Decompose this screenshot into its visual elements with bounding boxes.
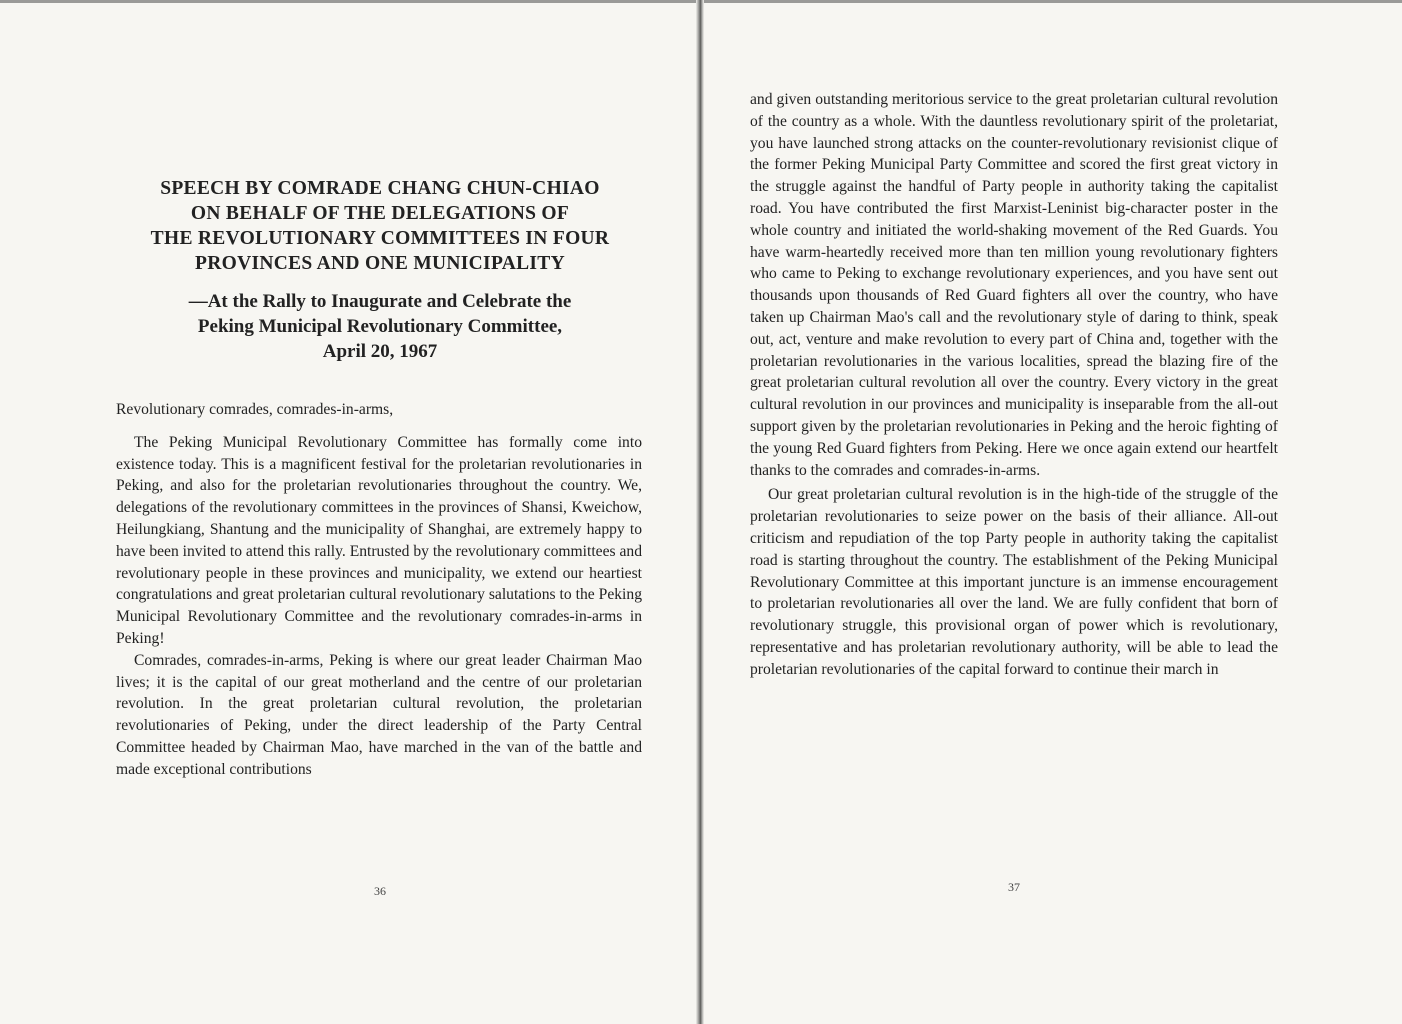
title-line: ON BEHALF OF THE DELEGATIONS OF (190, 203, 570, 224)
body-paragraph: Our great proletarian cultural revolution is in the high-tide of the struggle of the proletarian revolutionaries to seize power on the basis of their alliance. All-out criticism and repudiation of the top Party people in authority taking the capitalist road is starting throughout the country. The establishment of the Peking Municipal Revolutionary Committee at this important juncture is an immense encouragement to proletarian revolutionaries all over the land. We are fully confident that born of revolutionary struggle, this provisional organ of power which is revolutionary, representative and has proletarian revolutionary authority, will be able to lead the proletarian revolutionaries of the capital forward to continue their march in (750, 486, 1278, 678)
page-number: 37 (1008, 880, 1020, 894)
speech-subtitle (110, 289, 650, 364)
body-paragraph: Comrades, comrades-in-arms, Peking is where our great leader Chairman Mao lives; it is the capital of our great motherland and the centre of our proletarian revolution. In the great proletarian cultural revolution, the proletarian revolutionaries of Peking, under the direct leadership of the Party Central Committee headed by Chairman Mao, have marched in the van of the battle and made exceptional contributions (116, 651, 642, 778)
body-paragraph: and given outstanding meritorious service to the great proletarian cultural revolution of the country as a whole. With the dauntless revolutionary spirit of the proletariat, you have launched strong attacks on the counter-revolutionary revisionist clique of the former Peking Municipal Party Committee and scored the first great victory in the struggle against the handful of Party people in authority taking the capitalist road. You have contributed the first Marxist-Leninist big-character poster in the whole country and initiated the world-shaking movement of the Red Guards. You have warm-heartedly received more than ten million young revolutionary fighters who came to Peking to exchange revolutionary experiences, and you have sent out thousands upon thousands of Red Guard fighters all over the country, who have taken up Chairman Mao's call and the revolutionary style of daring to think, speak out, act, venture and make revolution to every part of China and, together with the proletarian revolutionaries in the various localities, spread the blazing fire of the great proletarian cultural revolution all over the country. Every victory in the great cultural revolution in our provinces and municipality is inseparable from the all-out support given by the proletarian revolutionaries in Peking and the heroic fighting of the young Red Guard fighters from Peking. Here we once again extend our heartfelt thanks to the comrades and comrades-in-arms. (750, 91, 1278, 479)
title-line: THE REVOLUTIONARY COMMITTEES IN FOUR (150, 228, 610, 249)
book-gutter (696, 0, 704, 1024)
left-body-text (116, 399, 642, 781)
subtitle-line: —At the Rally to Inaugurate and Celebrate the (188, 291, 572, 312)
title-line: PROVINCES AND ONE MUNICIPALITY (195, 253, 565, 274)
page-number: 36 (374, 884, 386, 898)
left-page (0, 0, 696, 1024)
salutation: Revolutionary comrades, comrades-in-arms, (116, 401, 394, 418)
body-paragraph: The Peking Municipal Revolutionary Committee has formally come into existence today. This is a magnificent festival for the proletarian revolutionaries in Peking, and also for the proletarian revolutionaries throughout the country. We, delegations of the revolutionary committees in the provinces of Shansi, Kweichow, Heilungkiang, Shantung and the municipality of Shanghai, are extremely happy to have been invited to attend this rally. Entrusted by the revolutionary committees and revolutionary people in these provinces and municipality, we extend our heartiest congratulations and great proletarian cultural revolutionary salutations to the Peking Municipal Revolutionary Committee and the revolutionary comrades-in-arms in Peking! (116, 433, 642, 647)
right-page (704, 0, 1402, 1024)
speech-title (110, 176, 650, 276)
subtitle-line: Peking Municipal Revolutionary Committee, (197, 316, 563, 337)
right-body-text (750, 89, 1278, 681)
subtitle-line: April 20, 1967 (322, 341, 438, 362)
title-line: SPEECH BY COMRADE CHANG CHUN-CHIAO (160, 178, 600, 199)
